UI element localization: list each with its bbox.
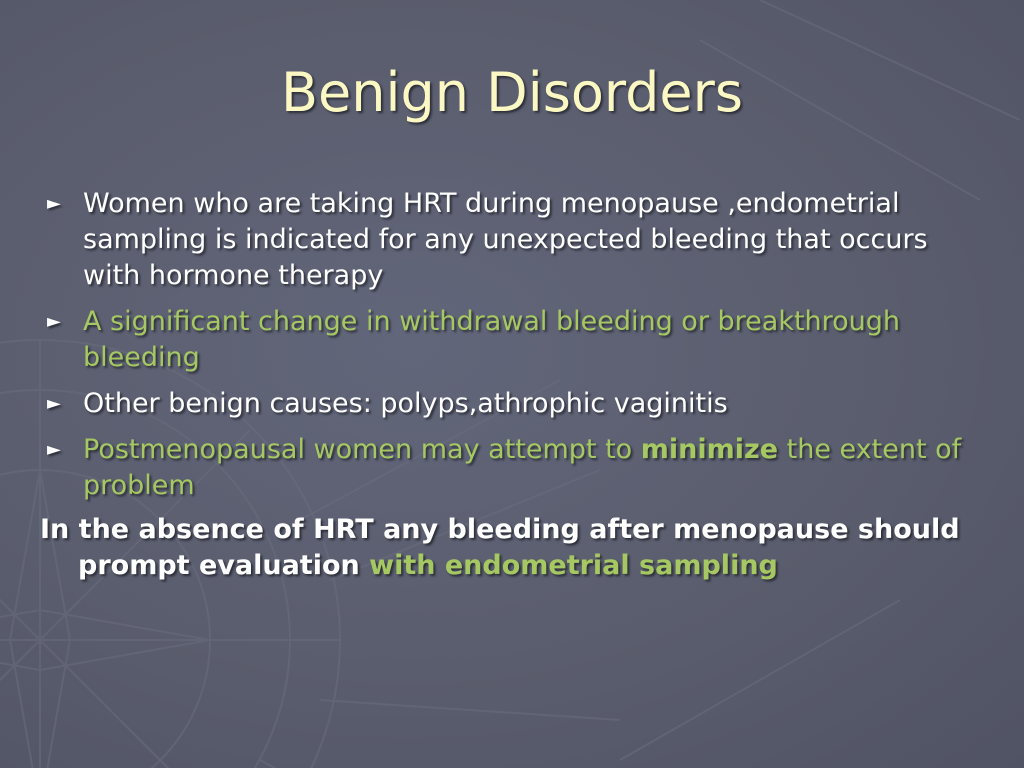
bullet-arrow-icon: ► [47,393,61,414]
bullet-text-after: the extent of problem [83,434,962,501]
bullet-text-before: Postmenopausal women may attempt to [83,434,641,465]
bullet-item [40,386,970,422]
bullet-item [40,432,970,504]
bullet-text: Women who are taking HRT during menopause ,endometrial sampling is indicated for any unexpected bleeding that occurs with hormone therapy [83,188,928,291]
note-text: In the absence of HRT any bleeding after menopause should prompt evaluation [40,514,960,581]
bullet-arrow-icon: ► [47,193,61,214]
note-highlight: with endometrial sampling [369,550,778,581]
bullet-item [40,304,970,376]
summary-note [40,512,970,584]
bullet-text: Other benign causes: polyps,athrophic vaginitis [83,388,728,419]
bullet-item [40,186,970,294]
bullet-arrow-icon: ► [47,311,61,332]
slide-content [40,186,970,584]
slide-title: Benign Disorders [280,61,743,124]
bullet-text: A significant change in withdrawal bleeding or breakthrough bleeding [83,306,901,373]
bullet-emphasis: minimize [640,434,779,465]
bullet-arrow-icon: ► [47,439,61,460]
